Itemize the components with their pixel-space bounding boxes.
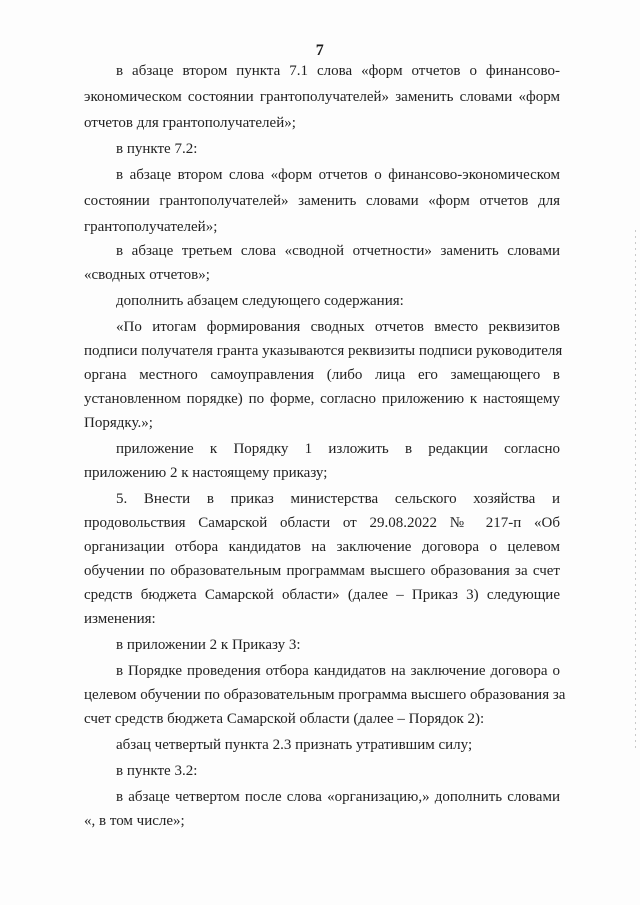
text-line-29: в пункте 3.2: — [116, 763, 198, 779]
text-line-17: приложению 2 к настоящему приказу; — [84, 465, 328, 481]
text-line-10: дополнить абзацем следующего содержания: — [116, 293, 404, 309]
text-line-19: продовольствия Самарской области от 29.08.2022 № 217-п «Об — [84, 515, 560, 531]
text-line-2: экономическом состоянии грантополучателей» заменить словами «форм — [84, 89, 560, 105]
text-line-21: обучении по образовательным программам высшего образования за счет — [84, 563, 560, 579]
text-line-7: грантополучателей»; — [84, 219, 218, 235]
scan-edge-mark — [635, 230, 636, 750]
text-line-31: «, в том числе»; — [84, 813, 185, 829]
text-line-28: абзац четвертый пункта 2.3 признать утратившим силу; — [116, 737, 473, 753]
text-line-25: в Порядке проведения отбора кандидатов на заключение договора о — [116, 663, 560, 679]
text-line-8: в абзаце третьем слова «сводной отчетности» заменить словами — [116, 243, 560, 259]
text-line-26: целевом обучении по образовательным программа высшего образования за — [84, 687, 566, 703]
page-number: 7 — [315, 42, 325, 59]
text-line-12: подписи получателя гранта указываются реквизиты подписи руководителя — [84, 343, 563, 359]
text-line-11: «По итогам формирования сводных отчетов вместо реквизитов — [116, 319, 560, 335]
text-line-3: отчетов для грантополучателей»; — [84, 115, 296, 131]
text-line-23: изменения: — [84, 611, 156, 627]
text-line-15: Порядку.»; — [84, 415, 153, 431]
text-line-5: в абзаце втором слова «форм отчетов о финансово-экономическом — [116, 167, 560, 183]
text-line-16: приложение к Порядку 1 изложить в редакции согласно — [116, 441, 560, 457]
text-line-4: в пункте 7.2: — [116, 141, 198, 157]
text-line-13: органа местного самоуправления (либо лица его замещающего в — [84, 367, 560, 383]
text-line-18: 5. Внести в приказ министерства сельского хозяйства и — [116, 491, 560, 507]
text-line-20: организации отбора кандидатов на заключение договора о целевом — [84, 539, 560, 555]
text-line-30: в абзаце четвертом после слова «организацию,» дополнить словами — [116, 789, 560, 805]
text-line-22: средств бюджета Самарской области» (далее – Приказ 3) следующие — [84, 587, 560, 603]
text-line-9: «сводных отчетов»; — [84, 267, 210, 283]
text-line-27: счет средств бюджета Самарской области (далее – Порядок 2): — [84, 711, 485, 727]
text-line-1: в абзаце втором пункта 7.1 слова «форм отчетов о финансово- — [116, 63, 560, 79]
text-line-24: в приложении 2 к Приказу 3: — [116, 637, 301, 653]
text-line-6: состоянии грантополучателей» заменить словами «форм отчетов для — [84, 193, 560, 209]
text-line-14: установленном порядке) по форме, согласно приложению к настоящему — [84, 391, 560, 407]
